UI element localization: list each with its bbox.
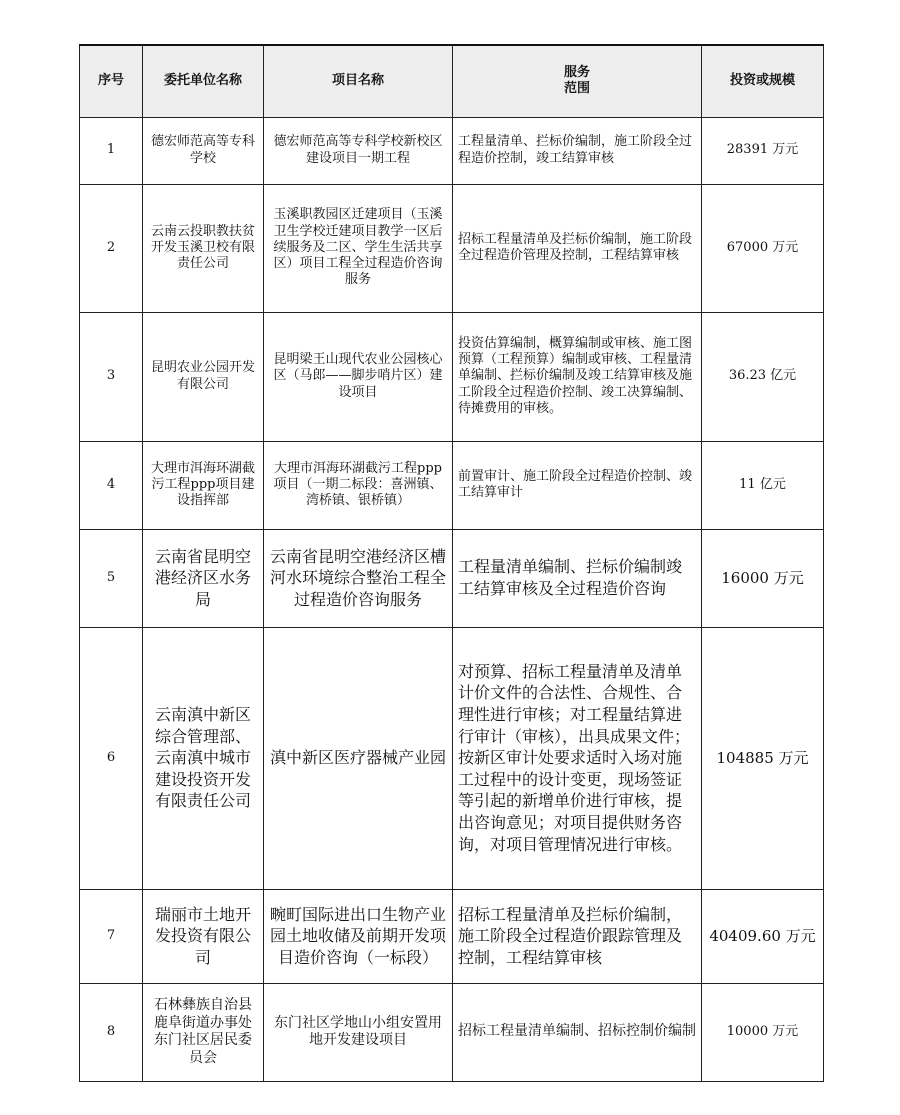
cell-client: 云南滇中新区综合管理部、云南滇中城市建设投资开发有限责任公司 (143, 627, 264, 889)
cell-scope: 工程量清单编制、拦标价编制竣工结算审核及全过程造价咨询 (453, 529, 702, 627)
cell-client: 德宏师范高等专科学校 (143, 117, 264, 184)
cell-no: 5 (80, 529, 143, 627)
project-table (79, 44, 824, 1082)
table-row (80, 441, 824, 529)
cell-investment: 104885 万元 (702, 627, 824, 889)
cell-scope: 前置审计、施工阶段全过程造价控制、竣工结算审计 (453, 441, 702, 529)
cell-investment: 28391 万元 (702, 117, 824, 184)
header-investment: 投资或规模 (702, 45, 824, 117)
cell-project: 畹町国际进出口生物产业园土地收储及前期开发项目造价咨询（一标段） (264, 889, 453, 983)
table-row (80, 312, 824, 441)
cell-project: 德宏师范高等专科学校新校区建设项目一期工程 (264, 117, 453, 184)
cell-no: 3 (80, 312, 143, 441)
cell-project: 滇中新区医疗器械产业园 (264, 627, 453, 889)
cell-no: 4 (80, 441, 143, 529)
cell-client: 大理市洱海环湖截污工程ppp项目建设指挥部 (143, 441, 264, 529)
cell-client: 云南云投职教扶贫开发玉溪卫校有限责任公司 (143, 184, 264, 312)
cell-investment: 11 亿元 (702, 441, 824, 529)
cell-project: 东门社区学地山小组安置用地开发建设项目 (264, 983, 453, 1081)
cell-no: 2 (80, 184, 143, 312)
table-row (80, 117, 824, 184)
cell-scope: 工程量清单、拦标价编制，施工阶段全过程造价控制，竣工结算审核 (453, 117, 702, 184)
cell-client: 石林彝族自治县鹿阜街道办事处东门社区居民委员会 (143, 983, 264, 1081)
header-client: 委托单位名称 (143, 45, 264, 117)
cell-client: 瑞丽市土地开发投资有限公司 (143, 889, 264, 983)
table-row (80, 184, 824, 312)
cell-no: 8 (80, 983, 143, 1081)
cell-scope: 招标工程量清单编制、招标控制价编制 (453, 983, 702, 1081)
table-row (80, 983, 824, 1081)
cell-project: 昆明梁王山现代农业公园核心区（马郎——脚步哨片区）建设项目 (264, 312, 453, 441)
cell-no: 7 (80, 889, 143, 983)
table-row (80, 529, 824, 627)
cell-project: 云南省昆明空港经济区槽河水环境综合整治工程全过程造价咨询服务 (264, 529, 453, 627)
cell-scope: 招标工程量清单及拦标价编制，施工阶段全过程造价管理及控制，工程结算审核 (453, 184, 702, 312)
header-scope: 服务 范围 (453, 45, 702, 117)
cell-scope: 对预算、招标工程量清单及清单计价文件的合法性、合规性、合理性进行审核；对工程量结算进行审计（审核），出具成果文件；按新区审计处要求适时入场对施工过程中的设计变更，现场签证等引起的新增单价进行审核，提出咨询意见；对项目提供财务咨询，对项目管理情况进行审核。 (453, 627, 702, 889)
cell-project: 玉溪职教园区迁建项目（玉溪卫生学校迁建项目教学一区后续服务及二区、学生生活共享区）项目工程全过程造价咨询服务 (264, 184, 453, 312)
cell-investment: 67000 万元 (702, 184, 824, 312)
cell-no: 1 (80, 117, 143, 184)
cell-client: 云南省昆明空港经济区水务局 (143, 529, 264, 627)
cell-investment: 40409.60 万元 (702, 889, 824, 983)
cell-scope: 招标工程量清单及拦标价编制，施工阶段全过程造价跟踪管理及控制，工程结算审核 (453, 889, 702, 983)
header-project: 项目名称 (264, 45, 453, 117)
cell-investment: 10000 万元 (702, 983, 824, 1081)
cell-client: 昆明农业公园开发有限公司 (143, 312, 264, 441)
cell-no: 6 (80, 627, 143, 889)
cell-investment: 16000 万元 (702, 529, 824, 627)
cell-investment: 36.23 亿元 (702, 312, 824, 441)
header-no: 序号 (80, 45, 143, 117)
table-row (80, 627, 824, 889)
table-header-row (80, 45, 824, 117)
table-row (80, 889, 824, 983)
cell-scope: 投资估算编制，概算编制或审核、施工图预算（工程预算）编制或审核、工程量清单编制、拦标价编制及竣工结算审核及施工阶段全过程造价控制、竣工决算编制、待摊费用的审核。 (453, 312, 702, 441)
cell-project: 大理市洱海环湖截污工程ppp项目（一期二标段：喜洲镇、湾桥镇、银桥镇） (264, 441, 453, 529)
